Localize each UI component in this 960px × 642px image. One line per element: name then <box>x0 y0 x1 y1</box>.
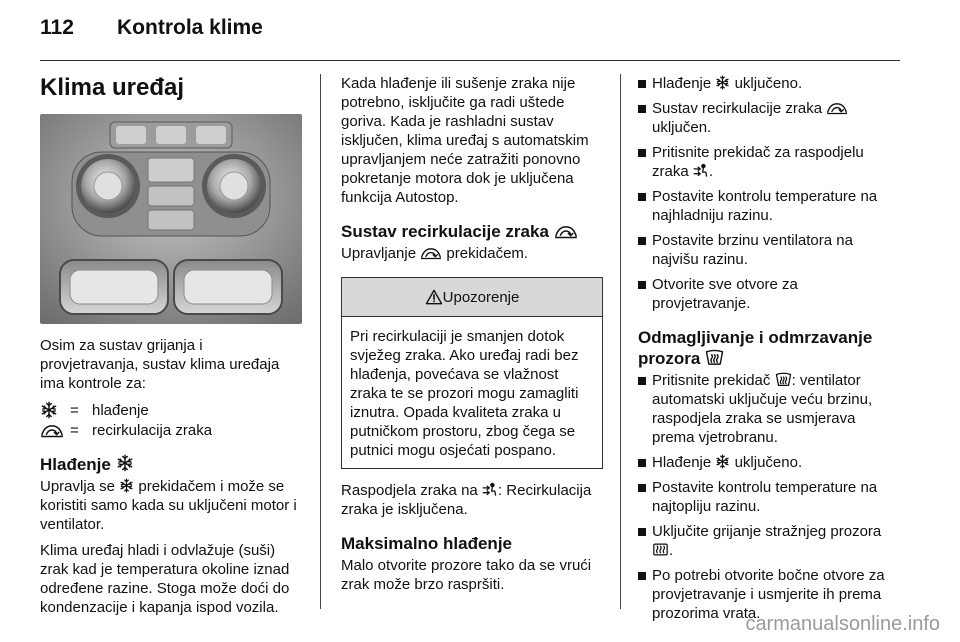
max-cooling-heading: Maksimalno hlađenje <box>341 534 512 553</box>
windscreen-defrost-icon <box>775 372 792 387</box>
legend-label-cooling: hlađenje <box>92 401 149 419</box>
recirculation-icon <box>420 246 442 260</box>
rear-window-heating-icon <box>652 542 669 557</box>
cooling-paragraph-1: Upravlja se prekidačem i može se koristiti samo kada su uključeni motor i ventilator. <box>40 478 297 533</box>
intro-text: Osim za sustav grijanja i provjetravanja, sustav klima uređaja ima kontrole za: <box>40 337 280 392</box>
list-item: Postavite kontrolu temperature na najtopliju razinu. <box>638 478 900 516</box>
section-title: Kontrola klime <box>117 16 263 39</box>
column-divider-1 <box>320 74 321 609</box>
warning-title: Upozorenje <box>442 288 520 306</box>
list-item: Pritisnite prekidač : ventilator automatski uključuje veću brzinu, raspodjela zraka se usmjerava prema vjetrobranu. <box>638 371 900 447</box>
list-item: Sustav recirkulacije zraka uključen. <box>638 99 900 137</box>
column-divider-2 <box>620 74 621 609</box>
header-divider <box>40 60 900 61</box>
legend-row-recirculation: = recirkulacija zraka <box>40 420 305 440</box>
defrost-steps <box>638 371 900 623</box>
legend-label-recirculation: recirkulacija zraka <box>92 421 213 439</box>
recirculation-heading: Sustav recirkulacije zraka <box>341 221 603 242</box>
cooling-paragraph-2: Klima uređaj hladi i odvlažuje (suši) zrak kad je temperatura okoline iznad određene razine. Stoga može doći do kondenzacije i kapanja ispod vozila. <box>40 542 290 616</box>
symbol-legend <box>40 400 305 440</box>
recirculation-paragraph: Upravljanje prekidačem. <box>341 245 529 262</box>
list-item: Pritisnite prekidač za raspodjelu zraka . <box>638 143 900 181</box>
windscreen-defrost-icon <box>705 349 724 366</box>
main-heading: Klima uređaj <box>40 74 185 101</box>
list-item: Po potrebi otvorite bočne otvore za provjetravanje i usmjerite ih prema prozorima vrata. <box>638 566 900 623</box>
watermark: carmanualsonline.info <box>745 613 940 635</box>
list-item: Otvorite sve otvore za provjetravanje. <box>638 275 900 313</box>
column-3 <box>638 74 900 629</box>
warning-triangle-icon <box>425 289 443 305</box>
recirculation-icon <box>554 224 578 239</box>
fuel-saving-paragraph: Kada hlađenje ili sušenje zraka nije potrebno, isključite ga radi uštede goriva. Kada je rashladni sustav isključen, klima uređaj s automatskim upravljanjem neće zatražiti ponovno pokretanje motora dok je uključena funkcija Autostop. <box>341 75 589 206</box>
max-cooling-paragraph: Malo otvorite prozore tako da se vrući zrak može brzo raspršiti. <box>341 557 592 593</box>
column-2 <box>341 74 603 601</box>
snowflake-icon <box>116 454 134 472</box>
page-header <box>40 16 920 50</box>
list-item: Hlađenje uključeno. <box>638 453 900 472</box>
list-item: Postavite kontrolu temperature na najhladniju razinu. <box>638 187 900 225</box>
warning-header <box>342 278 602 317</box>
warning-text: Pri recirkulaciji je smanjen dotok svježeg zraka. Ako uređaj radi bez hlađenja, povećava se vlažnost zraka te se prozori mogu zamagliti iznutra. Opada kvaliteta zraka u putničkom prostoru, zbog čega se putnici mogu osjećati pospano. <box>350 328 579 459</box>
list-item: Hlađenje uključeno. <box>638 74 900 93</box>
warning-box <box>341 277 603 469</box>
defrost-heading: Odmagljivanje i odmrzavanje prozora <box>638 328 873 368</box>
recirculation-icon <box>40 423 64 438</box>
list-item: Uključite grijanje stražnjeg prozora . <box>638 522 900 560</box>
distribution-paragraph: Raspodjela zraka na : Recirkulacija zraka je isključena. <box>341 482 592 518</box>
air-distribution-icon <box>482 482 498 497</box>
list-item: Postavite brzinu ventilatora na najvišu razinu. <box>638 231 900 269</box>
climate-control-photo <box>40 114 302 324</box>
legend-row-cooling: = hlađenje <box>40 400 305 420</box>
max-cooling-steps <box>638 74 900 313</box>
snowflake-icon <box>119 478 134 493</box>
page-number: 112 <box>40 16 74 39</box>
air-distribution-icon <box>693 163 709 178</box>
column-1 <box>40 74 305 624</box>
recirculation-icon <box>826 101 848 115</box>
snowflake-icon <box>40 401 58 419</box>
snowflake-icon <box>715 454 730 469</box>
cooling-heading: Hlađenje <box>40 454 305 475</box>
snowflake-icon <box>715 75 730 90</box>
